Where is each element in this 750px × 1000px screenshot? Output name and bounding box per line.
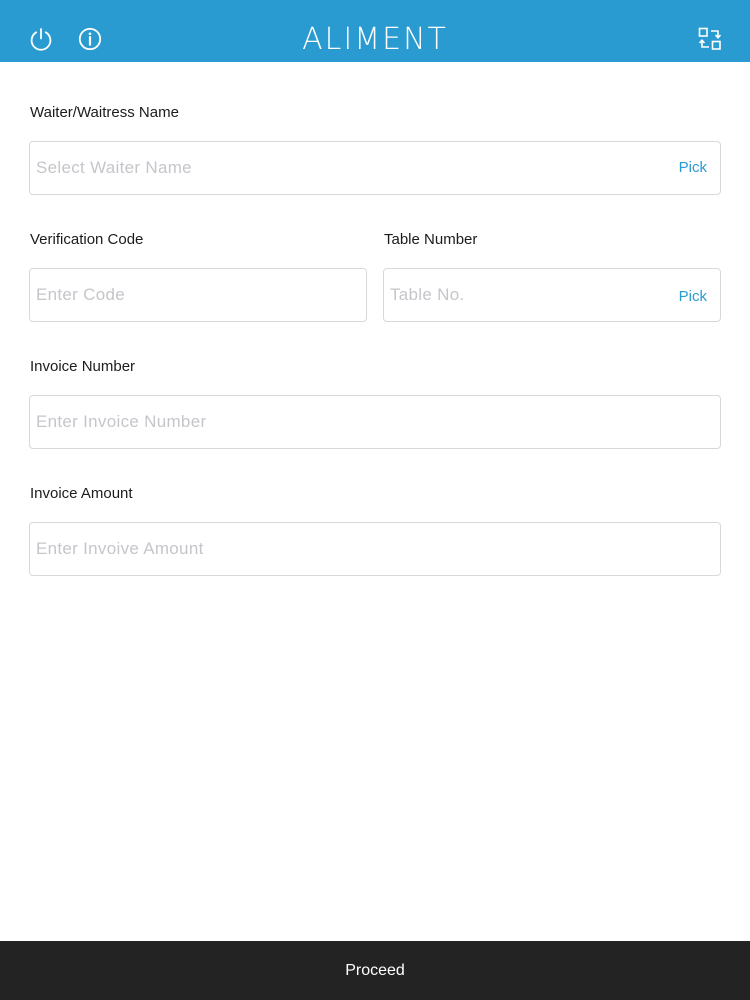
table-number-input[interactable] [390,269,656,321]
verification-code-field[interactable] [29,268,367,322]
verification-code-label: Verification Code [30,231,144,248]
table-number-label: Table Number [384,231,478,248]
invoice-number-label: Invoice Number [30,358,136,375]
table-pick-button[interactable]: Pick [678,288,707,305]
proceed-button[interactable]: Proceed [0,941,750,1000]
app-logo: ALIMENT [302,22,448,57]
verification-code-input[interactable] [36,269,360,321]
top-navigation-bar [0,0,750,62]
waiter-name-field[interactable] [29,141,721,195]
invoice-number-field[interactable] [29,395,721,449]
invoice-amount-input[interactable] [36,523,714,575]
waiter-name-input[interactable] [36,142,656,194]
invoice-amount-label: Invoice Amount [30,485,133,502]
invoice-number-input[interactable] [36,396,714,448]
waiter-pick-button[interactable]: Pick [678,159,707,176]
table-number-field[interactable] [383,268,721,322]
swap-icon[interactable] [697,26,723,52]
waiter-name-label: Waiter/Waitress Name [30,104,179,121]
invoice-amount-field[interactable] [29,522,721,576]
